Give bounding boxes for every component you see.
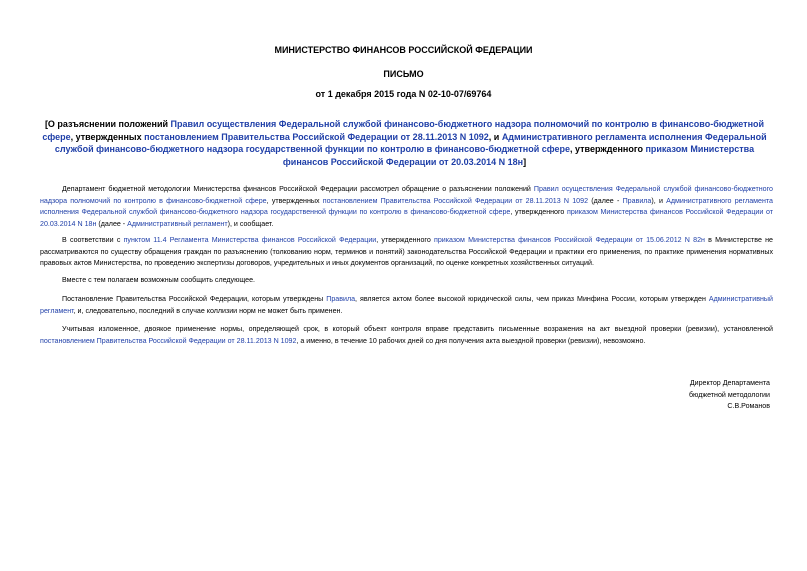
paragraph-5 — [40, 324, 773, 347]
paragraph-text: , утвержденных — [266, 196, 323, 205]
paragraph-text: (далее - — [96, 219, 128, 228]
paragraph-text: , утвержденного — [510, 208, 567, 216]
link-order[interactable]: приказом Министерства финансов Российской Федерации от 20.03.2014 N 18н — [40, 208, 773, 228]
paragraph-text: , утвержденного — [376, 236, 435, 244]
subject-text: , утвержденных — [70, 131, 145, 142]
paragraph-text: ), и — [651, 196, 667, 205]
link-rules-short[interactable]: Правила — [622, 196, 652, 205]
link-regulation[interactable]: Административного регламента исполнения Федеральной службой финансово-бюджетного надзора государственной функции по контролю в финансово-бюджетной сфере — [40, 196, 773, 216]
link-order-82n[interactable]: приказом Министерства финансов Российской Федерации от 15.06.2012 N 82н — [434, 236, 705, 244]
paragraph-text: в Министерстве не рассматриваются по существу обращения граждан по разъяснению (толкованию норм, терминов и понятий) законодательства Российской Федерации и практики его применения, по практике применения нормативных правовых актов Министерства, по проведению экспертизы договоров, учредительных и иных документов организаций, по оценке конкретных хозяйственных ситуаций. — [40, 236, 773, 267]
subject-link-rules[interactable]: Правил осуществления Федеральной службой финансово-бюджетного надзора полномочий по контролю в финансово-бюджетной сфере — [42, 119, 765, 142]
paragraph-2 — [40, 235, 773, 270]
document-date-number: от 1 декабря 2015 года N 02-10-07/69764 — [315, 89, 492, 99]
document-subject — [40, 118, 769, 168]
signature-name: С.В.Романов — [727, 402, 770, 410]
link-regulation-short[interactable]: Административный регламент — [127, 219, 228, 228]
paragraph-4 — [40, 294, 773, 317]
paragraph-text: Учитывая изложенное, двоякое применение нормы, определяющей срок, в который объект контроля вправе представить письменные возражения на акт выездной проверки (ревизии), установленной — [62, 325, 773, 333]
link-resolution[interactable]: постановлением Правительства Российской Федерации от 28.11.2013 N 1092 — [322, 196, 589, 205]
subject-text: , и — [488, 131, 502, 142]
paragraph-text: ), и сообщает. — [227, 219, 274, 228]
subject-text: [О разъяснении положений — [44, 119, 171, 129]
paragraph-text: В соответствии с — [62, 236, 124, 244]
ministry-heading: МИНИСТЕРСТВО ФИНАНСОВ РОССИЙСКОЙ ФЕДЕРАЦИИ — [274, 45, 533, 55]
paragraph-text: , а именно, в течение 10 рабочих дней со дня получения акта выездной проверки (ревизии), невозможно. — [296, 336, 646, 345]
signature-block — [689, 378, 770, 413]
link-regulation-short[interactable]: Административный регламент — [40, 295, 773, 315]
paragraph-1 — [40, 184, 773, 230]
subject-text: , утвержденного — [570, 144, 646, 154]
paragraph-text: Вместе с тем полагаем возможным сообщить следующее. — [62, 276, 256, 284]
subject-text: ] — [523, 156, 527, 167]
paragraph-text: Департамент бюджетной методологии Министерства финансов Российской Федерации рассмотрел обращение о разъяснении положений — [62, 185, 534, 193]
paragraph-text: Постановление Правительства Российской Федерации, которым утверждены — [62, 295, 327, 303]
subject-link-order[interactable]: приказом Министерства финансов Российской Федерации от 20.03.2014 N 18н — [282, 144, 755, 167]
link-rules-short[interactable]: Правила — [326, 295, 356, 303]
paragraph-text: , является актом более высокой юридической силы, чем приказ Минфина России, которым утвержден — [355, 295, 709, 303]
subject-link-regulation[interactable]: Административного регламента исполнения Федеральной службой финансово-бюджетного надзора государственной функции по контролю в финансово-бюджетной сфере — [54, 131, 767, 154]
link-resolution[interactable]: постановлением Правительства Российской Федерации от 28.11.2013 N 1092 — [40, 336, 297, 345]
link-clause-11-4[interactable]: пунктом 11.4 Регламента Министерства финансов Российской Федерации — [123, 236, 377, 244]
paragraph-text: (далее - — [588, 196, 623, 205]
paragraph-3 — [40, 275, 773, 287]
link-rules[interactable]: Правил осуществления Федеральной службой финансово-бюджетного надзора полномочий по контролю в финансово-бюджетной сфере — [40, 185, 773, 205]
signature-department: бюджетной методологии — [688, 390, 770, 399]
subject-link-resolution[interactable]: постановлением Правительства Российской Федерации от 28.11.2013 N 1092 — [144, 131, 489, 142]
signature-position: Директор Департамента — [689, 379, 770, 387]
document-type-heading: ПИСЬМО — [383, 69, 424, 79]
paragraph-text: , и, следовательно, последний в случае коллизии норм не может быть применен. — [73, 306, 343, 315]
